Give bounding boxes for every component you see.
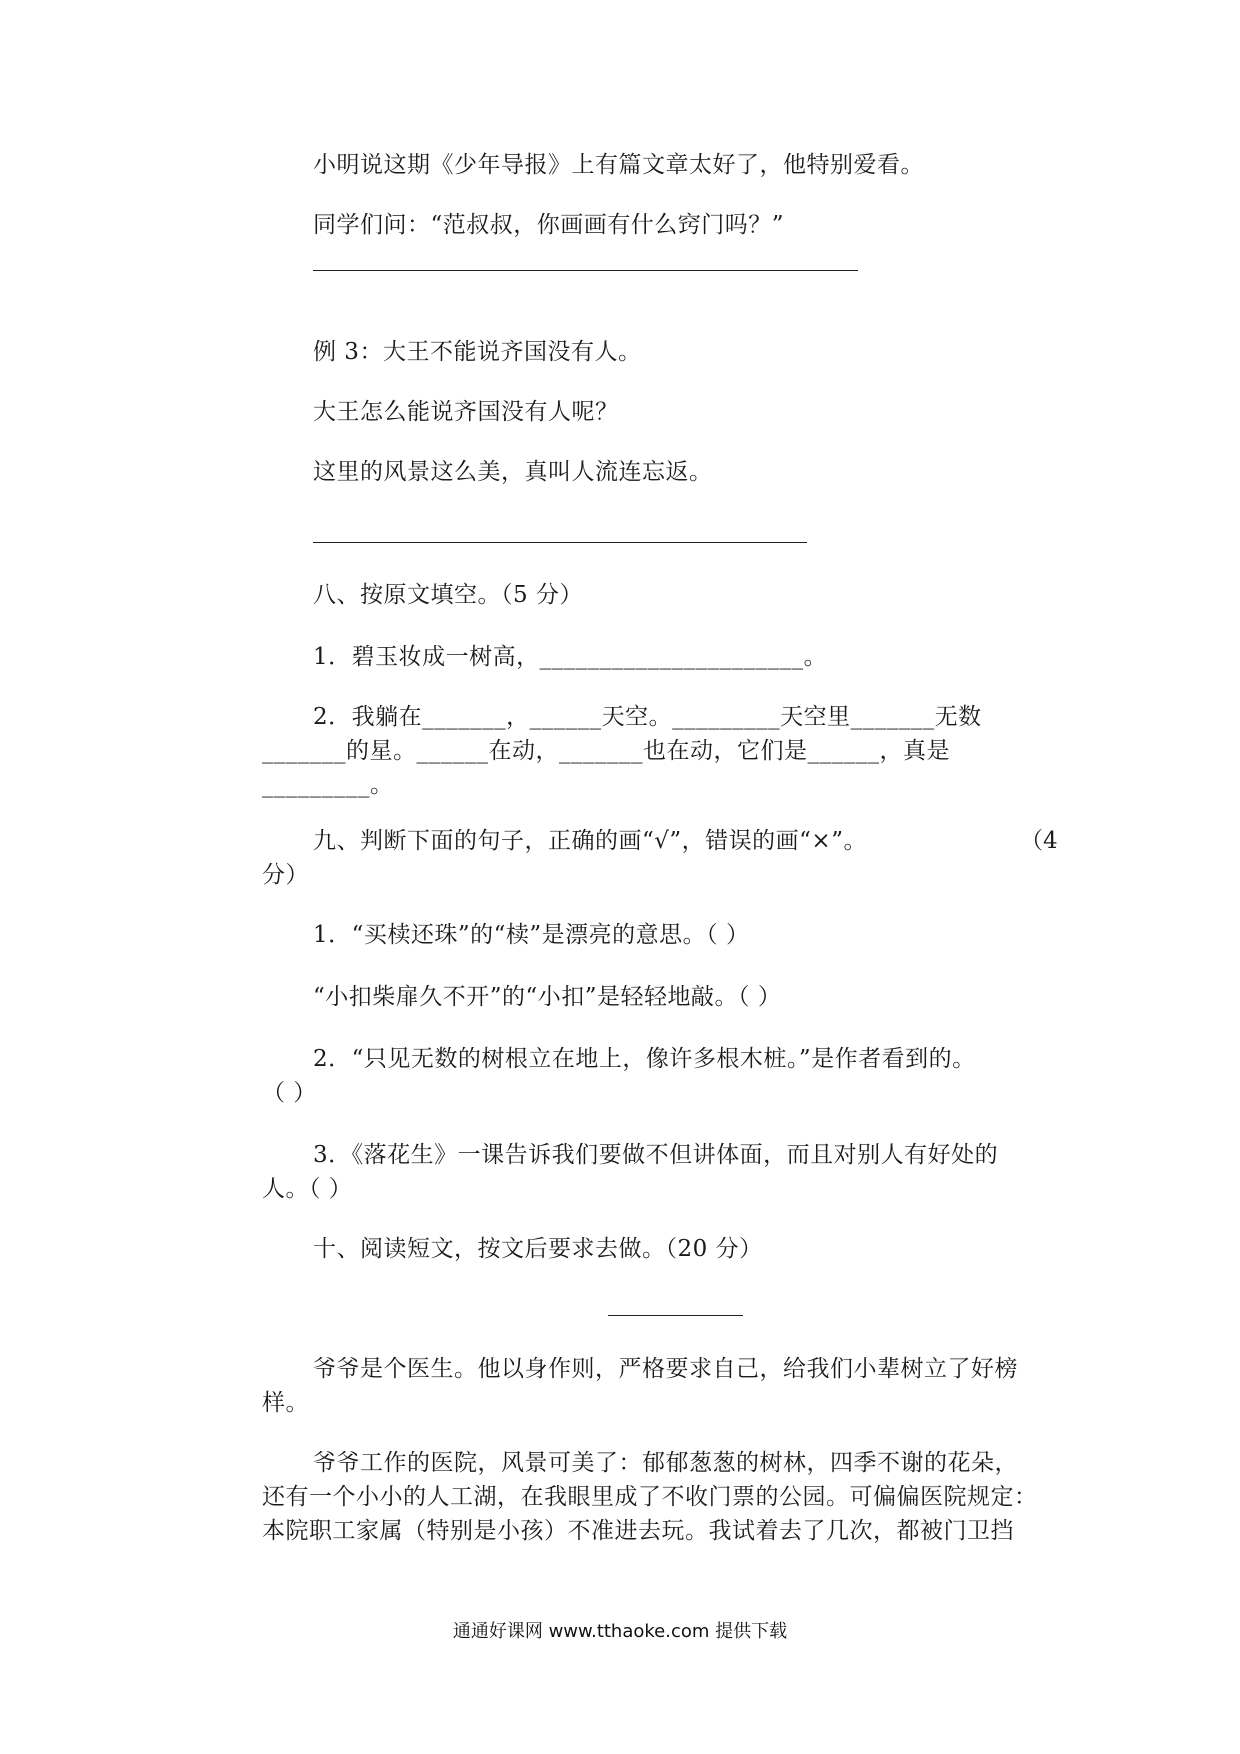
question: 2．我躺在_______，______天空。_________天空里_______无数 [313, 704, 982, 730]
question: _______的星。______在动，_______也在动，它们是______，真是 [262, 738, 950, 764]
paragraph-line: 本院职工家属（特别是小孩）不准进去玩。我试着去了几次，都被门卫挡 [262, 1518, 1014, 1544]
section-score: （4 [1020, 828, 1058, 854]
section-heading: 十、阅读短文，按文后要求去做。（20 分） [313, 1236, 763, 1262]
question: 2．“只见无数的树根立在地上，像许多根木桩。”是作者看到的。 [313, 1046, 976, 1072]
question: 人。（ ） [262, 1176, 353, 1202]
question: 1．“买椟还珠”的“椟”是漂亮的意思。（ ） [313, 922, 750, 948]
text-line: 小明说这期《少年导报》上有篇文章太好了，他特别爱看。 [313, 152, 924, 178]
question: 3．《落花生》一课告诉我们要做不但讲体面，而且对别人有好处的 [313, 1142, 999, 1168]
text-line: 这里的风景这么美，真叫人流连忘返。 [313, 459, 713, 485]
text-line: 大王怎么能说齐国没有人呢？ [313, 399, 619, 425]
paragraph-line: 爷爷工作的医院，风景可美了：郁郁葱葱的树林，四季不谢的花朵， [313, 1450, 1018, 1476]
question: _________。 [262, 772, 394, 798]
text-line: 同学们问：“范叔叔，你画画有什么窍门吗？” [313, 212, 785, 238]
title-blank-line [608, 1315, 743, 1316]
section-heading: 分） [262, 862, 309, 888]
answer-blank-line [313, 270, 858, 271]
question: “小扣柴扉久不开”的“小扣”是轻轻地敲。（ ） [313, 984, 782, 1010]
page-footer: 通通好课网 www.tthaoke.com 提供下载 [452, 1621, 788, 1642]
text-line: 例 3：大王不能说齐国没有人。 [313, 339, 642, 365]
paragraph-line: 样。 [262, 1390, 309, 1416]
section-heading: 九、判断下面的句子，正确的画“√”，错误的画“×”。 [313, 828, 867, 854]
section-heading: 八、按原文填空。（5 分） [313, 582, 583, 608]
paragraph-line: 还有一个小小的人工湖，在我眼里成了不收门票的公园。可偏偏医院规定： [262, 1484, 1038, 1510]
paragraph-line: 爷爷是个医生。他以身作则，严格要求自己，给我们小辈树立了好榜 [313, 1356, 1018, 1382]
question: 1．碧玉妆成一树高，______________________。 [313, 644, 828, 670]
question: （ ） [262, 1080, 317, 1106]
answer-blank-line [313, 542, 807, 543]
